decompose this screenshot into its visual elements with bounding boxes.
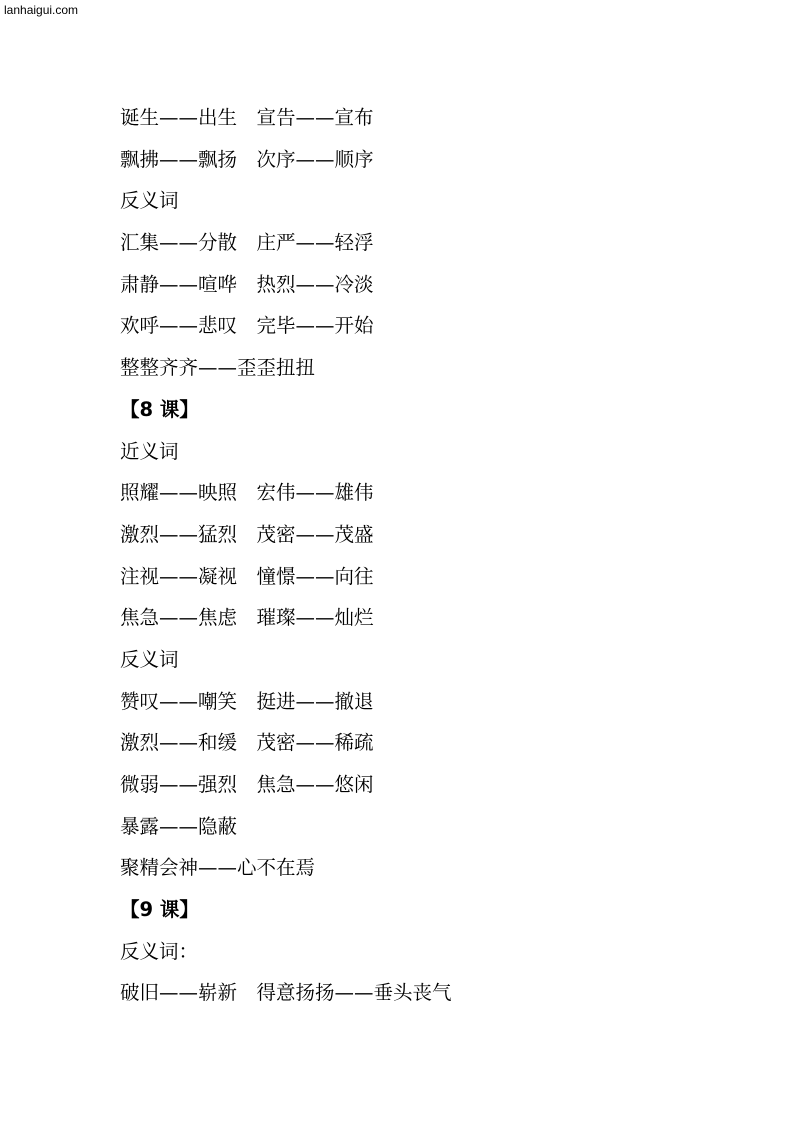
- section-label: 近义词: [120, 439, 179, 463]
- text-line: 欢呼——悲叹 完毕——开始: [120, 314, 374, 338]
- text-line: 聚精会神——心不在焉: [120, 856, 316, 880]
- text-line: 整整齐齐——歪歪扭扭: [120, 356, 316, 380]
- text-line: 激烈——猛烈 茂密——茂盛: [120, 522, 374, 546]
- text-line: 赞叹——嘲笑 挺进——撤退: [120, 689, 374, 713]
- text-line: 诞生——出生 宣告——宣布: [120, 106, 374, 129]
- text-line: 汇集——分散 庄严——轻浮: [120, 231, 374, 255]
- lesson-heading: 【8 课】: [120, 397, 199, 421]
- text-line: 暴露——隐蔽: [120, 814, 238, 838]
- text-line: 注视——凝视 憧憬——向往: [120, 564, 374, 588]
- text-line: 照耀——映照 宏伟——雄伟: [120, 481, 374, 505]
- text-line: 破旧——崭新 得意扬扬——垂头丧气: [120, 981, 452, 1005]
- watermark: lanhaigui.com: [4, 3, 79, 17]
- section-label: 反义词: [120, 647, 179, 671]
- section-label: 反义词: [120, 189, 179, 213]
- text-line: 激烈——和缓 茂密——稀疏: [120, 731, 374, 755]
- text-line: 微弱——强烈 焦急——悠闲: [120, 773, 374, 796]
- document-body: [120, 97, 452, 1014]
- text-line: 焦急——焦虑 璀璨——灿烂: [120, 606, 374, 630]
- lesson-heading: 【9 课】: [120, 898, 199, 922]
- text-line: 飘拂——飘扬 次序——顺序: [120, 147, 374, 171]
- section-label: 反义词：: [120, 939, 199, 963]
- text-line: 肃静——喧哗 热烈——冷淡: [120, 272, 374, 296]
